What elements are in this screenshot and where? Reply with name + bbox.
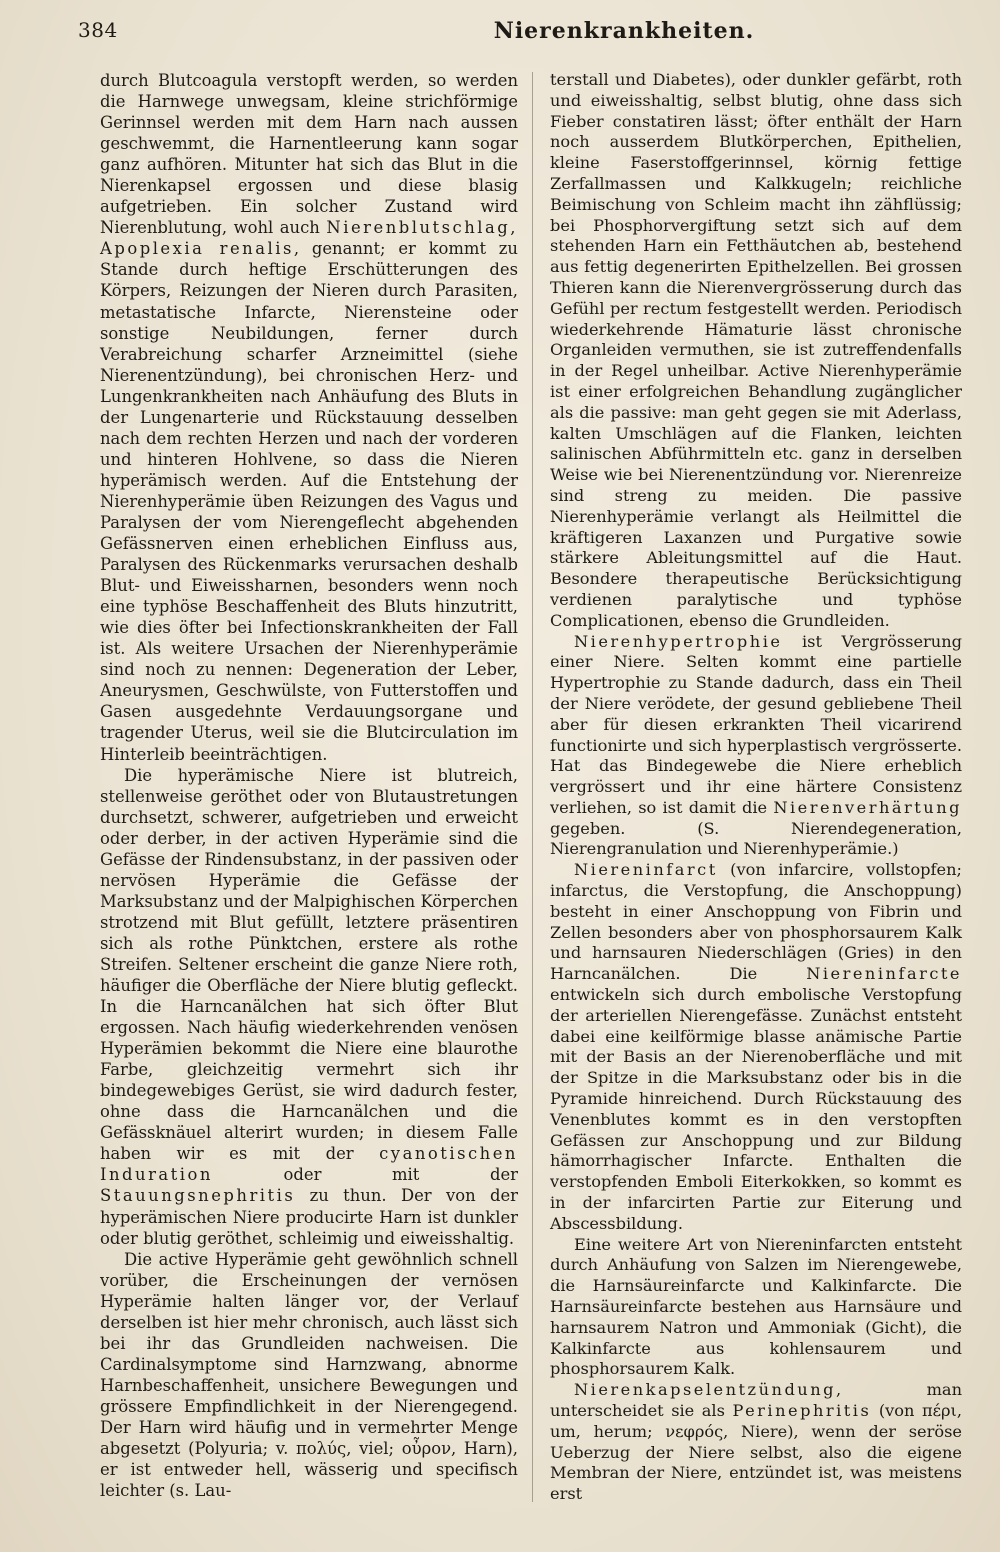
page-number: 384 — [78, 18, 118, 42]
paragraph: Niereninfarct (von infarcire, vollstopfen; infarctus, die Verstopfung, die Anschoppung) besteht in einer Anschoppung von Fibrin und Zellen besonders aber von phosphorsaurem Kalk und harnsauren Niederschlägen (Gries) in den Harncanälchen. Die Niereninfarcte entwickeln sich durch embolische Verstopfung der arteriellen Nierengefässe. Zunächst entsteht dabei eine keilförmige blasse anämische Partie mit der Basis an der Nierenoberfläche und mit der Spitze in die Marksubstanz oder bis in die Pyramide hinreichend. Durch Rückstauung des Venenblutes kommt es in den verstopften Gefässen zur Anschoppung und zur Bildung hämorrhagischer Infarcte. Enthalten die verstopfenden Emboli Eiterkokken, so kommt es in der infarcirten Partie zur Eiterung und Abscessbildung. — [550, 860, 962, 1233]
column-divider — [532, 72, 533, 1502]
spaced-term: Nierenverhärtung — [773, 797, 962, 817]
spaced-term: Stauungsnephritis — [100, 1186, 296, 1206]
paragraph: Die hyperämische Niere ist blutreich, stellenweise geröthet oder von Blutaustretungen durchsetzt, schwerer, aufgetrieben und erweicht oder derber, in der activen Hyperämie sind die Gefässe der Rindensubstanz, in der passiven oder nervösen Hyperämie die Gefässe der Marksubstanz und der Malpighischen Körperchen strotzend mit Blut gefüllt, letztere präsentiren sich als rothe Pünktchen, erstere als rothe Streifen. Seltener erscheint die ganze Niere roth, häufiger die Oberfläche der Niere blutig gefleckt. In die Harncanälchen hat sich öfter Blut ergossen. Nach häufig wiederkehrenden venösen Hyperämien bekommt die Niere eine blaurothe Farbe, gleichzeitig vermehrt sich ihr bindegewebiges Gerüst, sie wird dadurch fester, ohne dass die Harncanälchen und die Gefässknäuel alterirt wurden; in diesem Falle haben wir es mit der cyanotischen Induration oder mit der Stauungsnephritis zu thun. Der von der hyperämischen Niere producirte Harn ist dunkler oder blutig geröthet, schleimig und eiweisshaltig. — [100, 765, 518, 1248]
left-column — [100, 70, 518, 1501]
right-column — [550, 70, 962, 1505]
paragraph: Die active Hyperämie geht gewöhnlich schnell vorüber, die Erscheinungen der vernösen Hyperämie halten länger vor, der Verlauf derselben ist hier mehr chronisch, auch lässt sich bei ihr das Grundleiden nachweisen. Die Cardinalsymptome sind Harnzwang, abnorme Harnbeschaffenheit, unsichere Bewegungen und grössere Empfindlichkeit in der Nierengegend. Der Harn wird häufig und in vermehrter Menge abgesetzt (Polyuria; v. πολύς, viel; οὖρον, Harn), er ist entweder hell, wässerig und specifisch leichter (s. Lau- — [100, 1249, 518, 1501]
spaced-term: Niereninfarct — [574, 860, 718, 880]
spaced-term: cyanotischen Induration — [100, 1144, 518, 1185]
paragraph: terstall und Diabetes), oder dunkler gefärbt, roth und eiweisshaltig, selbst blutig, ohne dass sich Fieber constatiren lässt; öfter enthält der Harn noch ausserdem Blutkörperchen, Epithelien, kleine Faserstoffgerinnsel, körnig fettige Zerfallmassen und Kalkkugeln; reichliche Beimischung von Schleim macht ihn zähflüssig; bei Phosphorvergiftung setzt sich auf dem stehenden Harn ein Fetthäutchen ab, bestehend aus fettig degenerirten Epithelzellen. Bei grossen Thieren kann die Nierenvergrösserung durch das Gefühl per rectum festgestellt werden. Periodisch wiederkehrende Hämaturie lässt chronische Organleiden vermuthen, sie ist zutreffendenfalls in der Regel unheilbar. Active Nierenhyperämie ist einer erfolgreichen Behandlung zugänglicher als die passive: man geht gegen sie mit Aderlass, kalten Umschlägen auf die Flanken, leichten salinischen Abführmitteln etc. ganz in derselben Weise wie bei Nierenentzündung vor. Nierenreize sind streng zu meiden. Die passive Nierenhyperämie verlangt als Heilmittel die kräftigeren Laxanzen und Purgative sowie stärkere Ableitungsmittel auf die Haut. Besondere therapeutische Berücksichtigung verdienen paralytische und typhöse Complicationen, ebenso die Grundleiden. — [550, 70, 962, 630]
page-header — [78, 18, 970, 50]
paragraph: Eine weitere Art von Niereninfarcten entsteht durch Anhäufung von Salzen im Nierengewebe, die Harnsäureinfarcte und Kalkinfarcte. Die Harnsäureinfarcte bestehen aus Harnsäure und harnsaurem Natron und Ammoniak (Gicht), die Kalkinfarcte aus kohlensaurem und phosphorsaurem Kalk. — [550, 1234, 962, 1379]
spaced-term: Niereninfarcte — [806, 964, 962, 984]
spaced-term: Nierenkapselentzündung — [574, 1380, 837, 1400]
paragraph: durch Blutcoagula verstopft werden, so werden die Harnwege unwegsam, kleine strichförmige Gerinnsel werden mit dem Harn nach aussen geschwemmt, die Harnentleerung kann sogar ganz aufhören. Mitunter hat sich das Blut in die Nierenkapsel ergossen und diese blasig aufgetrieben. Ein solcher Zustand wird Nierenblutung, wohl auch Nierenblutschlag, Apoplexia renalis, genannt; er kommt zu Stande durch heftige Erschütterungen des Körpers, Reizungen der Nieren durch Parasiten, metastatische Infarcte, Nierensteine oder sonstige Neubildungen, ferner durch Verabreichung scharfer Arzneimittel (siehe Nierenentzündung), bei chronischen Herz- und Lungenkrankheiten nach Anhäufung des Bluts in der Lungenarterie und Rückstauung desselben nach dem rechten Herzen und nach der vorderen und hinteren Hohlvene, so dass die Nieren hyperämisch werden. Auf die Entstehung der Nierenhyperämie üben Reizungen des Vagus und Paralysen der vom Nierengeflecht abgehenden Gefässnerven einen erheblichen Einfluss aus, Paralysen des Rückenmarks verursachen deshalb Blut- und Eiweissharnen, besonders wenn noch eine typhöse Beschaffenheit des Bluts hinzutritt, wie dies öfter bei Infectionskrankheiten der Fall ist. Als weitere Ursachen der Nierenhyperämie sind noch zu nennen: Degeneration der Leber, Aneurysmen, Geschwülste, von Futterstoffen und Gasen ausgedehnte Verdauungsorgane und tragender Uterus, weil sie die Blutcirculation im Hinterleib beeinträchtigen. — [100, 71, 518, 764]
spaced-term: Nierenblutschlag, Apoplexia renalis — [100, 218, 518, 259]
spaced-term: Perinephritis — [732, 1401, 872, 1420]
paragraph: Nierenhypertrophie ist Vergrösserung einer Niere. Selten kommt eine partielle Hypertrophie zu Stande dadurch, dass ein Theil der Niere verödete, der gesund gebliebene Theil aber für diesen erkrankten Theil vicarirend functionirte und sich hyperplastisch vergrösserte. Hat das Bindegewebe die Niere erheblich vergrössert und ihr eine härtere Consistenz verliehen, so ist damit die Nierenverhärtung gegeben. (S. Nierendegeneration, Nierengranulation und Nierenhyperämie.) — [550, 631, 962, 859]
spaced-term: Nierenhypertrophie — [574, 631, 783, 651]
running-title: Nierenkrankheiten. — [493, 18, 755, 44]
paragraph: Nierenkapselentzündung, man unterscheidet sie als Perinephritis (von πέρι, um, herum; νεφρός, Niere), wenn der seröse Ueberzug der Niere selbst, also die eigene Membran der Niere, entzündet ist, was meistens erst — [550, 1380, 962, 1504]
